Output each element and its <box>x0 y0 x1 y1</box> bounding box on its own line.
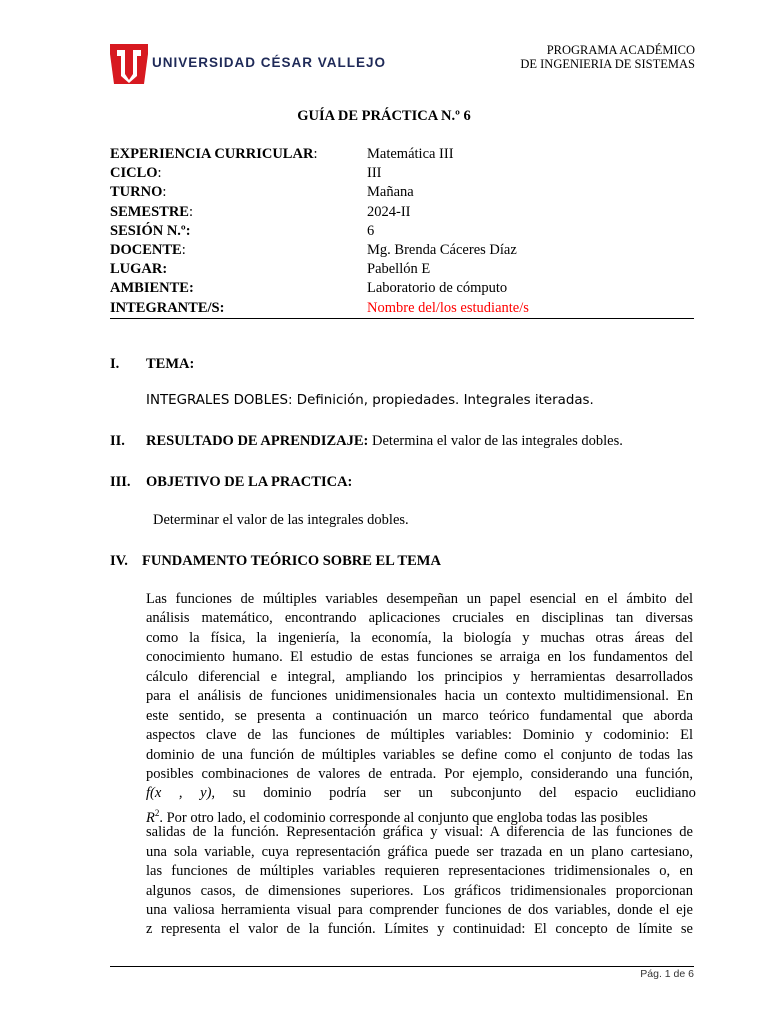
paragraph-line: una valiosa herramienta visual para comprender funciones de dos variables, donde el eje <box>146 902 693 918</box>
paragraph-line: análisis matemático, encontrando aplicaciones cruciales en disciplinas tan diversas <box>146 610 693 627</box>
paragraph-line: Las funciones de múltiples variables desempeñan un papel esencial en el ámbito del <box>146 591 693 607</box>
info-row: CICLO: III <box>110 164 693 183</box>
info-row: SESIÓN N.º: 6 <box>110 222 693 241</box>
students-placeholder: Nombre del/los estudiante/s <box>367 299 529 316</box>
paragraph-line: una sola variable, cuya representación gráfica puede ser trazada en un plano cartesiano, <box>146 843 693 860</box>
info-value: Matemática III <box>367 146 454 162</box>
paragraph-math-line: f(x , y), su dominio podría ser un subconjunto del espacio euclidiano <box>146 785 696 802</box>
info-row: LUGAR: Pabellón E <box>110 260 693 279</box>
info-row: SEMESTRE: 2024-II <box>110 203 693 222</box>
paragraph-line: para el análisis de funciones unidimensionales hacia un contexto multidimensional. En <box>146 688 693 705</box>
ucv-emblem-icon <box>110 44 148 84</box>
paragraph-line: conocimiento humano. El estudio de estas funciones se arraiga en los fundamentos del <box>146 649 693 666</box>
info-row: AMBIENTE: Laboratorio de cómputo <box>110 279 693 298</box>
university-name: UNIVERSIDAD CÉSAR VALLEJO <box>152 55 387 70</box>
info-row: DOCENTE: Mg. Brenda Cáceres Díaz <box>110 241 693 260</box>
section-3-heading: III. OBJETIVO DE LA PRACTICA: <box>110 474 353 490</box>
paragraph-line: z representa el valor de la función. Límites y continuidad: El concepto de límite se <box>146 921 693 938</box>
info-table <box>110 145 693 318</box>
r-squared-notation: R <box>146 809 155 826</box>
section-3-body: Determinar el valor de las integrales dobles. <box>153 512 409 528</box>
section-4-heading: IV. FUNDAMENTO TEÓRICO SOBRE EL TEMA <box>110 553 441 569</box>
info-row: EXPERIENCIA CURRICULAR: Matemática III <box>110 145 693 164</box>
section-1-heading: I. TEMA: <box>110 356 195 372</box>
program-label <box>520 43 695 71</box>
guide-title: GUÍA DE PRÁCTICA N.º 6 <box>297 108 471 124</box>
paragraph-line: algunos casos, de dimensiones superiores. Los gráficos tridimensionales proporcionan <box>146 882 693 899</box>
paragraph-line: salidas de la función. Representación gráfica y visual: A diferencia de las funciones de <box>146 824 693 841</box>
section-2-body: Determina el valor de las integrales dobles. <box>368 433 623 449</box>
paragraph-line: dominio de una función de múltiples variables se define como el conjunto de todas las <box>146 746 693 763</box>
info-value: III <box>367 165 382 182</box>
paragraph-line: aspectos clave de las funciones de múltiples variables: Dominio y codominio: El <box>146 727 693 744</box>
paragraph-line: como la física, la ingeniería, la economía, la biología y muchas otras áreas del <box>146 629 693 646</box>
section-1-topic: INTEGRALES DOBLES: Definición, propiedades. Integrales iteradas. <box>146 393 594 408</box>
paragraph-line: este sentido, se presenta a continuación un marco teórico fundamental que aborda <box>146 707 693 724</box>
section-2-heading: II. RESULTADO DE APRENDIZAJE: Determina el valor de las integrales dobles. <box>110 433 623 449</box>
footer-divider <box>110 966 694 967</box>
info-row: TURNO: Mañana <box>110 183 693 202</box>
paragraph-line: cálculo diferencial e integral, ampliando los principios y herramientas desarrollados <box>146 668 693 685</box>
paragraph-line: las funciones de múltiples variables requieren representaciones tridimensionales o, en <box>146 863 693 880</box>
paragraph-line: posibles combinaciones de valores de entrada. Por ejemplo, considerando una función, <box>146 765 693 782</box>
page-number: Pág. 1 de 6 <box>640 968 694 980</box>
header-divider <box>110 318 694 319</box>
program-line-2: DE INGENIERIA DE SISTEMAS <box>520 57 695 71</box>
info-value: 6 <box>367 222 375 239</box>
function-notation: f(x , y), <box>146 785 216 802</box>
info-value: Mg. Brenda Cáceres Díaz <box>367 241 517 258</box>
info-value: Mañana <box>367 184 414 201</box>
info-value: 2024-II <box>367 203 411 220</box>
university-logo <box>110 42 387 86</box>
info-value: Pabellón E <box>367 261 431 278</box>
info-row: INTEGRANTE/S: Nombre del/los estudiante/s <box>110 299 693 318</box>
info-value: Laboratorio de cómputo <box>367 280 508 297</box>
program-line-1: PROGRAMA ACADÉMICO <box>546 43 695 57</box>
paragraph-r2-line: $R^2$. Por otro lado, el codominio corresponde al conjunto que engloba todas las posibles <box>146 807 648 826</box>
theory-paragraph <box>146 590 696 940</box>
